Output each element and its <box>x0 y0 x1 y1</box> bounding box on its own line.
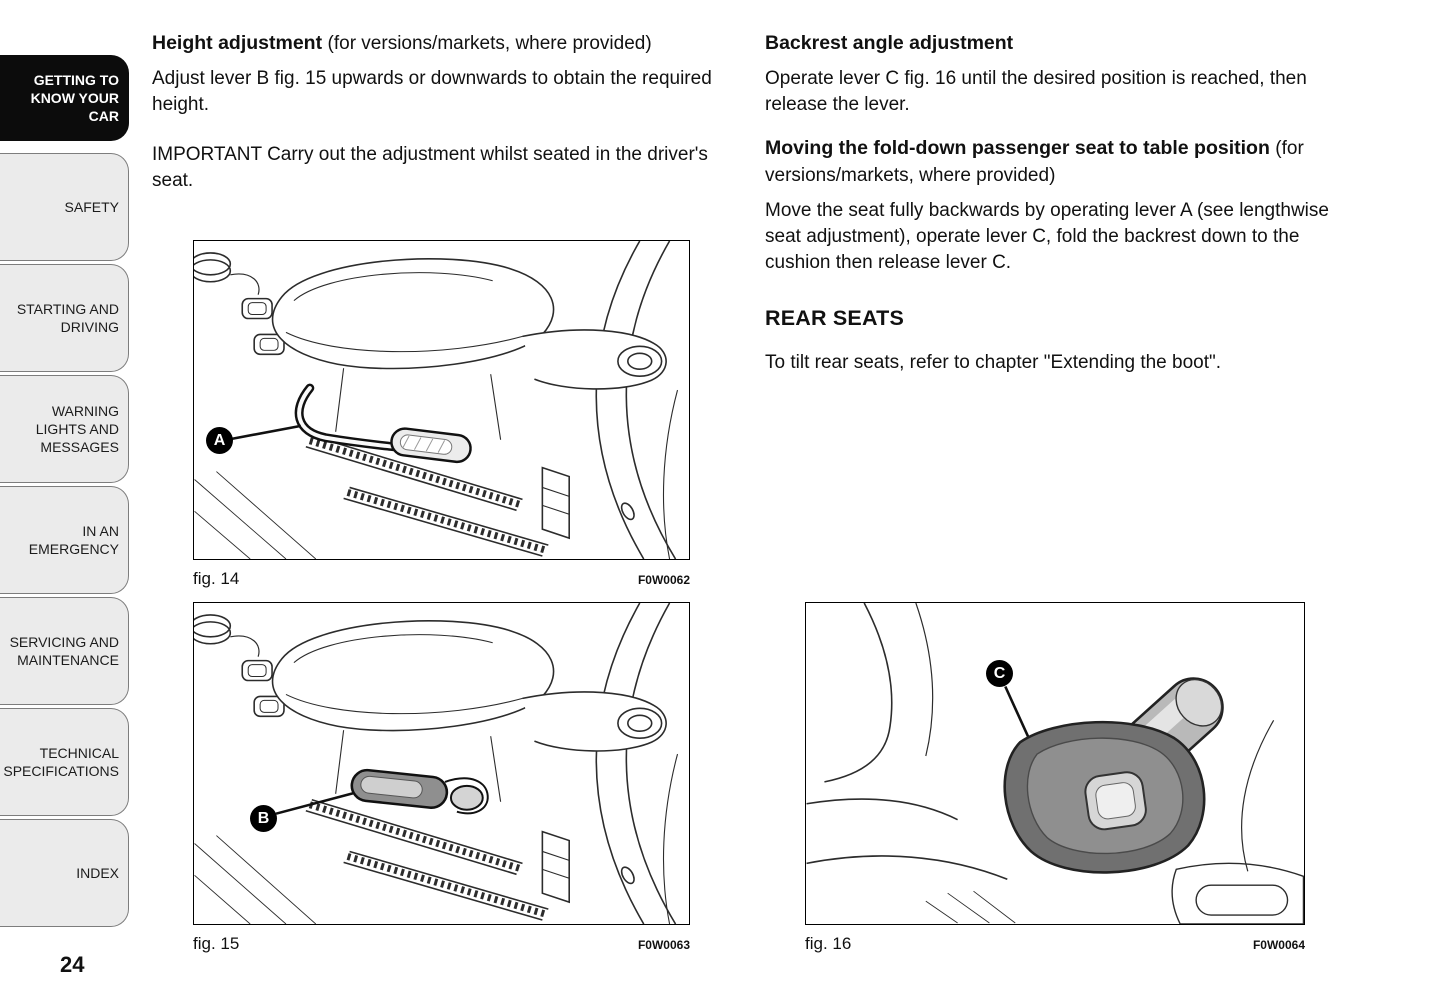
figure-16-frame <box>805 602 1305 925</box>
figure-14 <box>193 240 690 590</box>
seat-lever-a-illustration <box>194 241 689 559</box>
sidebar-tabs <box>0 55 129 930</box>
sidebar-tab-label: TECHNICAL SPECIFICATIONS <box>3 744 120 779</box>
lever-c-marker: C <box>986 660 1013 687</box>
sidebar-tab-safety[interactable] <box>0 153 129 261</box>
backrest-adjustment-heading: Backrest angle adjustment <box>765 32 1014 54</box>
left-column <box>152 30 732 953</box>
rear-seats-paragraph: To tilt rear seats, refer to chapter "Extending the boot". <box>765 352 1222 374</box>
right-column <box>765 30 1333 953</box>
lever-a-marker: A <box>206 427 233 454</box>
figure-15-caption: fig. 15 <box>193 934 240 953</box>
figure-15-frame <box>193 602 690 925</box>
figure-14-frame <box>193 240 690 560</box>
sidebar-tab-label: IN AN EMERGENCY <box>28 522 119 557</box>
handbrake-lever-c-illustration <box>806 603 1304 924</box>
figure-15-code: F0W0063 <box>637 938 690 952</box>
sidebar-tab-in-an-emergency[interactable] <box>0 486 129 594</box>
figure-16-caption: fig. 16 <box>805 934 852 953</box>
heading-bold-text: Moving the fold-down passenger seat to table position <box>765 136 1270 159</box>
fold-down-seat-heading <box>765 135 1333 189</box>
figure-16 <box>805 602 1305 955</box>
seat-lever-b-illustration <box>194 603 689 924</box>
page-number: 24 <box>60 952 85 977</box>
heading-bold-text: Height adjustment <box>152 32 323 54</box>
sidebar-tab-warning-lights-and-messages[interactable] <box>0 375 129 483</box>
rear-seats-heading: REAR SEATS <box>765 305 904 330</box>
heading-normal-text: (for versions/markets, where provided) <box>765 137 1304 186</box>
important-note-paragraph: IMPORTANT Carry out the adjustment whilst seated in the driver's seat. <box>152 144 708 192</box>
sidebar-tab-servicing-and-maintenance[interactable] <box>0 597 129 705</box>
figure-15 <box>193 602 690 955</box>
sidebar-tab-label: WARNING LIGHTS AND MESSAGES <box>35 402 119 456</box>
sidebar-tab-starting-and-driving[interactable] <box>0 264 129 372</box>
sidebar-tab-getting-to-know-your-car[interactable] <box>0 55 129 141</box>
figure-16-code: F0W0064 <box>1252 938 1305 952</box>
heading-normal-text: (for versions/markets, where provided) <box>327 33 652 54</box>
fold-down-seat-paragraph: Move the seat fully backwards by operating lever A (see lengthwise seat adjustment), operate lever C, fold the backrest down to the cushion then release lever C. <box>765 199 1329 273</box>
lever-b-marker: B <box>250 805 277 832</box>
sidebar-tab-label: GETTING TO KNOW YOUR CAR <box>30 71 119 125</box>
sidebar-tab-label: SERVICING AND MAINTENANCE <box>9 633 119 668</box>
height-adjustment-heading <box>152 30 732 57</box>
sidebar-tab-label: STARTING AND DRIVING <box>16 300 119 335</box>
sidebar-tab-label: INDEX <box>76 864 119 881</box>
sidebar-tab-label: SAFETY <box>64 198 119 215</box>
backrest-adjustment-paragraph: Operate lever C fig. 16 until the desired position is reached, then release the lever. <box>765 67 1307 115</box>
figure-14-caption: fig. 14 <box>193 569 240 588</box>
sidebar-tab-technical-specifications[interactable] <box>0 708 129 816</box>
sidebar-tab-index[interactable] <box>0 819 129 927</box>
height-adjustment-paragraph: Adjust lever B fig. 15 upwards or downwards to obtain the required height. <box>152 68 712 116</box>
figure-14-code: F0W0062 <box>637 573 690 587</box>
